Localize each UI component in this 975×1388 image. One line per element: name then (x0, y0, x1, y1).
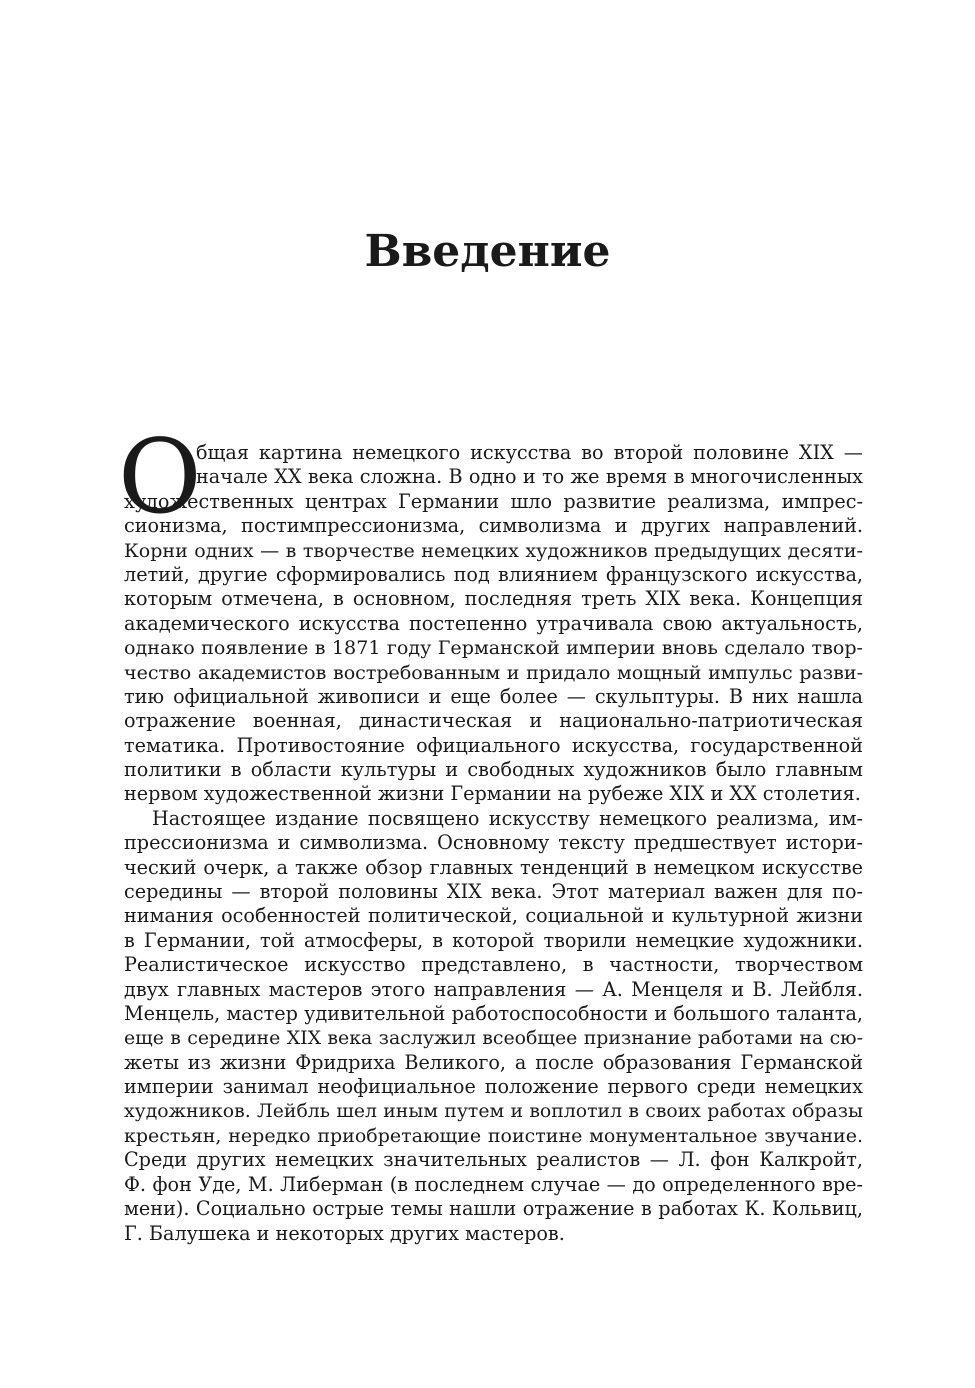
text-line: еще в середине XIX века заслужил всеобщее признание работами на сю- (124, 1027, 863, 1050)
paragraph-1 (124, 441, 863, 807)
text-line: Менцель, мастер удивительной работоспособности и большого таланта, (124, 1001, 863, 1025)
paragraph-2 (124, 807, 863, 1246)
text-line: Настоящее издание посвящено искусству немецкого реализма, им- (152, 806, 863, 830)
text-line: академического искусства постепенно утрачивала свою актуальность, (124, 611, 863, 635)
text-line: нервом художественной жизни Германии на рубеже XIX и XX столетия. (124, 782, 861, 806)
text-line: художников. Лейбль шел иным путем и воплотил в своих работах образы (124, 1100, 863, 1122)
text-line: двух главных мастеров этого направления — А. Менцеля и В. Лейбля. (124, 977, 863, 1001)
text-line: Ф. фон Уде, М. Либерман (в последнем случае — до определенного вре- (124, 1172, 863, 1196)
text-line: Среди других немецких значительных реалистов — Л. фон Калкройт, (124, 1148, 863, 1172)
text-line: Корни одних — в творчестве немецких художников предыдущих десяти- (124, 539, 863, 562)
text-line: отражение военная, династическая и национально-патриотическая (124, 709, 863, 733)
text-line: в Германии, той атмосферы, в которой творили немецкие художники. (124, 928, 863, 952)
text-line: середины — второй половины XIX века. Этот материал важен для по- (124, 880, 863, 904)
text-line: тематика. Противостояние официального искусства, государственной (124, 733, 863, 757)
text-line: бщая картина немецкого искусства во второй половине XIX — (196, 441, 863, 464)
text-line: начале XX века сложна. В одно и то же время в многочисленных (196, 465, 863, 489)
text-line: ческий очерк, а также обзор главных тенденций в немецком искусстве (124, 855, 863, 879)
drop-cap: О (118, 418, 202, 537)
text-line: Реалистическое искусство представлено, в частности, творчеством (124, 953, 863, 977)
text-line: которым отмечена, в основном, последняя треть XIX века. Концепция (124, 587, 863, 611)
text-line: чество академистов востребованным и придало мощный импульс разви- (124, 661, 863, 684)
chapter-title: Введение (364, 226, 611, 277)
text-line: политики в области культуры и свободных художников было главным (124, 758, 863, 782)
text-line: жеты из жизни Фридриха Великого, а после образования Германской (124, 1050, 863, 1074)
text-line: прессионизма и символизма. Основному тексту предшествует истори- (124, 831, 863, 855)
text-line: сионизма, постимпрессионизма, символизма и других направлений. (124, 514, 863, 538)
text-line: нимания особенностей политической, социальной и культурной жизни (124, 904, 863, 928)
text-line: однако появление в 1871 году Германской империи вновь сделало твор- (124, 637, 863, 660)
text-line: крестьян, нередко приобретающие поистине монументальное звучание. (124, 1124, 863, 1147)
text-line: тию официальной живописи и еще более — скульптуры. В них нашла (124, 684, 863, 708)
text-line: мени). Социально острые темы нашли отражение в работах К. Кольвиц, (124, 1197, 863, 1221)
text-line: летий, другие сформировались под влиянием французского искусства, (124, 562, 863, 586)
text-line: империи занимал неофициальное положение первого среди немецких (124, 1075, 863, 1099)
text-line: художественных центрах Германии шло развитие реализма, импрес- (124, 489, 863, 513)
text-line: Г. Балушека и некоторых других мастеров. (124, 1221, 565, 1245)
body-text (118, 418, 863, 1246)
